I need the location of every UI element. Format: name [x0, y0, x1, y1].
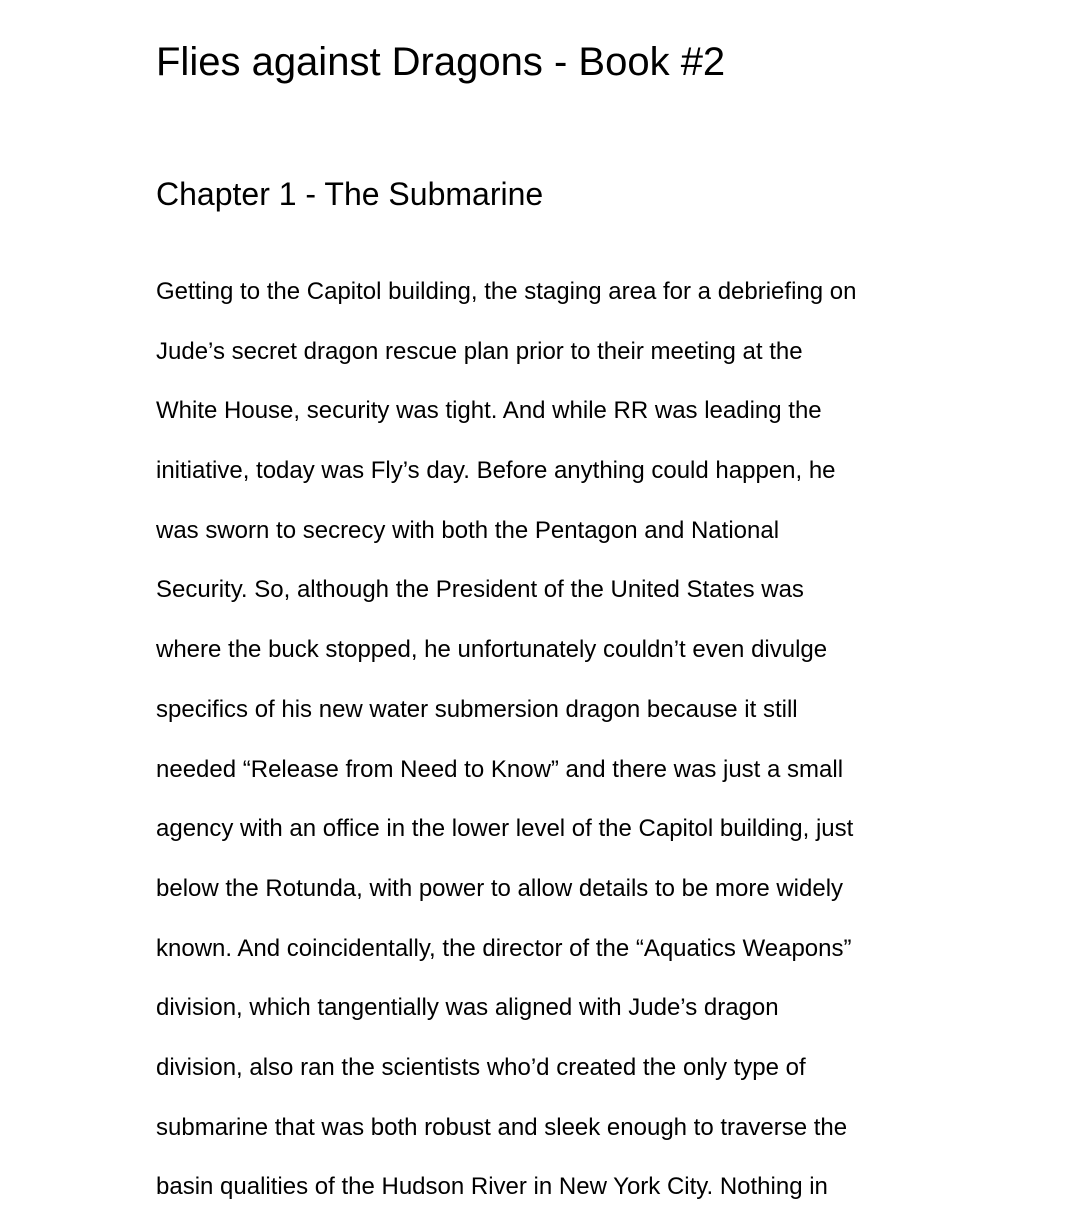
- body-line: Getting to the Capitol building, the staging area for a debriefing on: [156, 278, 857, 305]
- body-line: below the Rotunda, with power to allow details to be more widely: [156, 874, 844, 902]
- body-line: was sworn to secrecy with both the Pentagon and National: [156, 516, 780, 544]
- body-line: submarine that was both robust and sleek enough to traverse the: [156, 1113, 848, 1141]
- body-line: Jude’s secret dragon rescue plan prior to their meeting at the: [156, 337, 803, 365]
- body-line: initiative, today was Fly’s day. Before anything could happen, he: [156, 457, 836, 485]
- body-line: known. And coincidentally, the director of the “Aquatics Weapons”: [156, 934, 852, 962]
- body-line: needed “Release from Need to Know” and there was just a small: [156, 755, 844, 783]
- body-line: basin qualities of the Hudson River in New York City. Nothing in: [156, 1173, 828, 1201]
- body-paragraph: [156, 262, 956, 1217]
- book-title: Flies against Dragons - Book #2: [156, 40, 726, 84]
- body-line: division, also ran the scientists who’d created the only type of: [156, 1053, 806, 1081]
- body-line: where the buck stopped, he unfortunately couldn’t even divulge: [156, 636, 828, 664]
- body-line: division, which tangentially was aligned with Jude’s dragon: [156, 994, 779, 1022]
- body-line: specifics of his new water submersion dragon because it still: [156, 695, 798, 723]
- chapter-heading: Chapter 1 - The Submarine: [156, 176, 544, 212]
- body-line: Security. So, although the President of the United States was: [156, 576, 804, 604]
- body-line: agency with an office in the lower level of the Capitol building, just: [156, 815, 854, 843]
- body-line: White House, security was tight. And while RR was leading the: [156, 397, 822, 425]
